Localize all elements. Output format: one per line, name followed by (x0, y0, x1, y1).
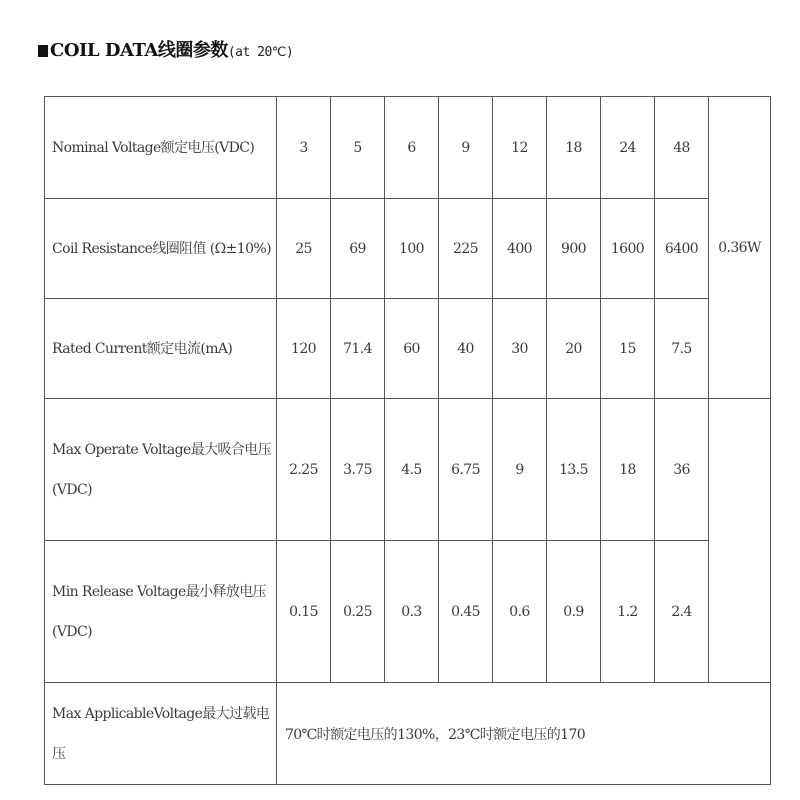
table-cell: 4.5 (385, 399, 439, 541)
table-cell: 900 (547, 199, 601, 299)
table-row (45, 299, 771, 399)
table-cell: 6400 (655, 199, 709, 299)
table-cell: 400 (493, 199, 547, 299)
table-cell: 100 (385, 199, 439, 299)
table-cell: 120 (277, 299, 331, 399)
row-label-max-applicable-voltage: Max ApplicableVoltage最大过载电压 (45, 683, 277, 785)
table-cell: 3.75 (331, 399, 385, 541)
table-row (45, 683, 771, 785)
coil-power-cell: 0.36W (709, 97, 771, 399)
table-cell: 69 (331, 199, 385, 299)
table-cell: 9 (439, 97, 493, 199)
table-cell: 1.2 (601, 541, 655, 683)
table-cell: 2.4 (655, 541, 709, 683)
table-cell: 7.5 (655, 299, 709, 399)
table-cell: 0.6 (493, 541, 547, 683)
row-label-min-release-voltage: Min Release Voltage最小释放电压(VDC) (45, 541, 277, 683)
title-condition: (at 20℃) (227, 45, 294, 60)
row-label-nominal-voltage: Nominal Voltage额定电压(VDC) (45, 97, 277, 199)
table-cell: 2.25 (277, 399, 331, 541)
table-cell: 0.15 (277, 541, 331, 683)
table-cell: 18 (547, 97, 601, 199)
table-cell: 225 (439, 199, 493, 299)
max-applicable-voltage-note: 70℃时额定电压的130%，23℃时额定电压的170 (277, 683, 771, 785)
table-cell: 60 (385, 299, 439, 399)
table-cell: 0.45 (439, 541, 493, 683)
table-cell: 13.5 (547, 399, 601, 541)
row-label-rated-current: Rated Current额定电流(mA) (45, 299, 277, 399)
table-row (45, 399, 771, 541)
square-bullet-icon (38, 45, 48, 57)
table-cell: 6.75 (439, 399, 493, 541)
table-cell: 48 (655, 97, 709, 199)
section-title (38, 36, 293, 62)
row-label-max-operate-voltage: Max Operate Voltage最大吸合电压(VDC) (45, 399, 277, 541)
table-cell: 20 (547, 299, 601, 399)
table-cell: 15 (601, 299, 655, 399)
table-row (45, 97, 771, 199)
table-cell: 25 (277, 199, 331, 299)
table-row (45, 541, 771, 683)
table-cell: 0.3 (385, 541, 439, 683)
title-main: COIL DATA线圈参数 (50, 40, 228, 61)
table-cell: 0.25 (331, 541, 385, 683)
coil-data-table (44, 96, 771, 785)
table-cell: 24 (601, 97, 655, 199)
table-cell: 18 (601, 399, 655, 541)
table-row (45, 199, 771, 299)
row-label-coil-resistance: Coil Resistance线圈阻值 (Ω±10%) (45, 199, 277, 299)
table-cell: 5 (331, 97, 385, 199)
table-cell: 0.9 (547, 541, 601, 683)
table-cell: 36 (655, 399, 709, 541)
empty-cell (709, 399, 771, 683)
table-cell: 71.4 (331, 299, 385, 399)
table-cell: 30 (493, 299, 547, 399)
table-cell: 40 (439, 299, 493, 399)
table-cell: 9 (493, 399, 547, 541)
table-cell: 1600 (601, 199, 655, 299)
table-cell: 12 (493, 97, 547, 199)
table-cell: 3 (277, 97, 331, 199)
table-cell: 6 (385, 97, 439, 199)
